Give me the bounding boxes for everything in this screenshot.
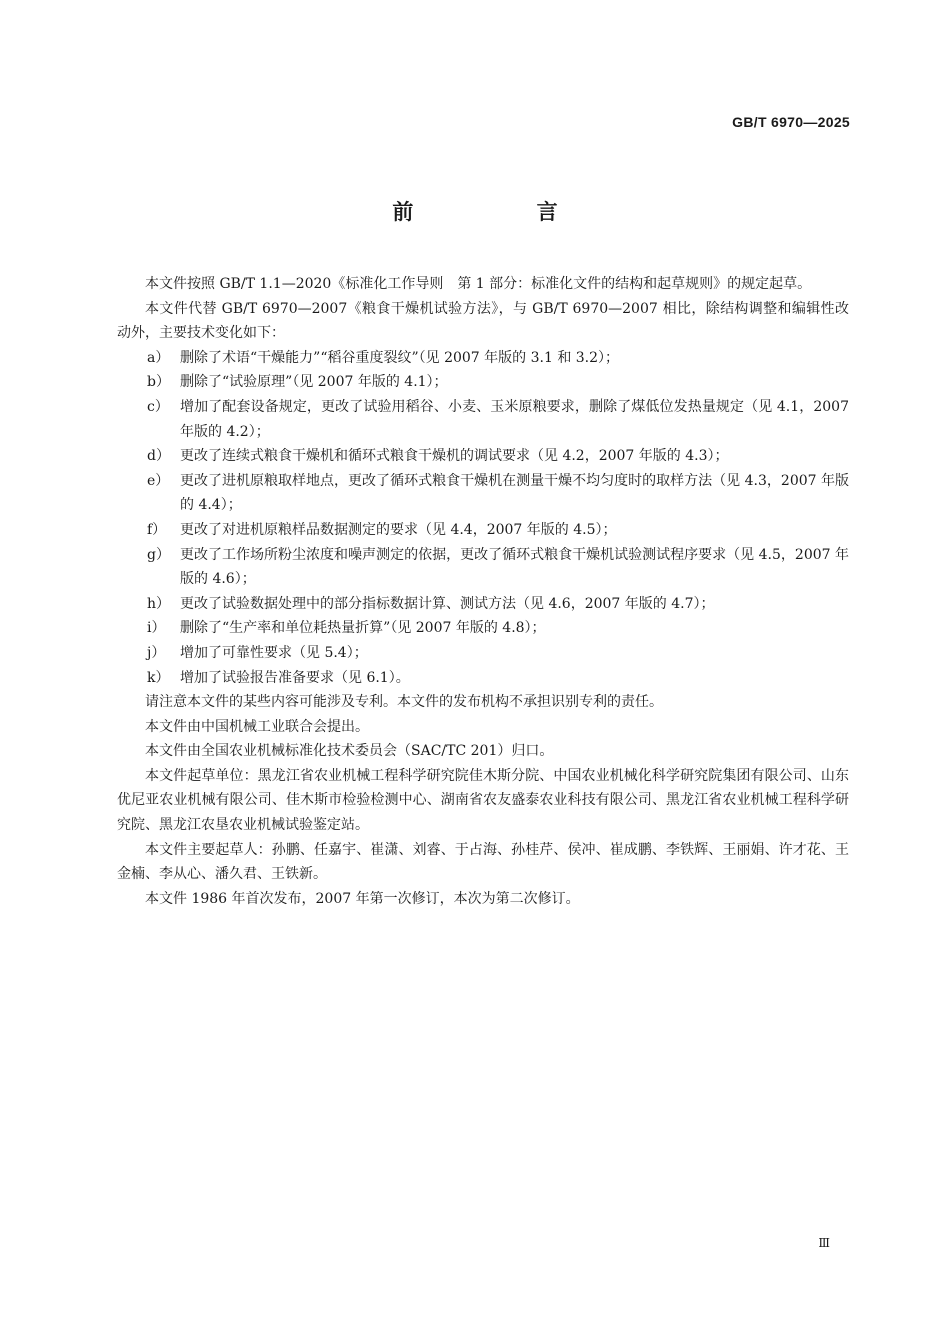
paragraph: 本文件由中国机械工业联合会提出。 (145, 718, 369, 735)
list-item-text: 增加了配套设备规定，更改了试验用稻谷、小麦、玉米原粮要求，删除了煤低位发热量规定（见 4.1，2007 年版的 4.2）； (180, 398, 849, 440)
page-number: Ⅲ (818, 1236, 830, 1250)
list-item-text: 更改了进机原粮取样地点，更改了循环式粮食干燥机在测量干燥不均匀度时的取样方法（见 4.3，2007 年版的 4.4）； (180, 472, 849, 514)
list-marker: i） (147, 620, 166, 637)
list-item (117, 346, 849, 371)
page-title: 前 言 (392, 200, 616, 224)
list-item (117, 543, 849, 592)
list-marker: k） (147, 669, 170, 686)
list-marker: f） (147, 521, 167, 538)
list-item (117, 395, 849, 444)
list-marker: e） (147, 472, 170, 489)
paragraph: 本文件由全国农业机械标准化技术委员会（SAC/TC 201）归口。 (145, 743, 554, 760)
foreword-body (117, 272, 849, 911)
list-item-text: 增加了可靠性要求（见 5.4）； (180, 644, 368, 661)
list-item (117, 592, 849, 617)
list-marker: h） (147, 595, 171, 612)
paragraph: 本文件主要起草人：孙鹏、任嘉宇、崔潇、刘睿、于占海、孙桂芹、侯冲、崔成鹏、李铁辉、王丽娟、许才花、王金楠、李从心、潘久君、王铁新。 (117, 841, 849, 883)
list-marker: b） (147, 374, 170, 391)
list-item (117, 444, 849, 469)
list-item (117, 370, 849, 395)
list-item-text: 删除了术语“干燥能力”“稻谷重度裂纹”（见 2007 年版的 3.1 和 3.2）； (180, 349, 620, 366)
list-item (117, 641, 849, 666)
paragraph: 本文件起草单位：黑龙江省农业机械工程科学研究院佳木斯分院、中国农业机械化科学研究院集团有限公司、山东优尼亚农业机械有限公司、佳木斯市检验检测中心、湖南省农友盛泰农业科技有限公司、黑龙江省农业机械工程科学研究院、黑龙江农垦农业机械试验鉴定站。 (117, 767, 849, 834)
list-item-text: 删除了“生产率和单位耗热量折算”（见 2007 年版的 4.8）； (180, 620, 546, 637)
list-item (117, 518, 849, 543)
list-item-text: 更改了连续式粮食干燥机和循环式粮食干燥机的调试要求（见 4.2，2007 年版的 4.3）； (180, 448, 729, 465)
list-marker: d） (147, 448, 170, 465)
list-item (117, 616, 849, 641)
list-item (117, 666, 849, 691)
list-item (117, 469, 849, 518)
paragraph: 本文件 1986 年首次发布，2007 年第一次修订，本次为第二次修订。 (145, 890, 580, 907)
paragraph: 本文件按照 GB/T 1.1—2020《标准化工作导则 第 1 部分：标准化文件的结构和起草规则》的规定起草。 (145, 276, 812, 292)
list-item-text: 更改了对进机原粮样品数据测定的要求（见 4.4，2007 年版的 4.5）； (180, 521, 617, 538)
changes-list (117, 346, 849, 690)
list-marker: g） (147, 546, 170, 563)
list-marker: c） (147, 398, 169, 415)
list-item-text: 删除了“试验原理”（见 2007 年版的 4.1）； (180, 374, 448, 391)
paragraph: 请注意本文件的某些内容可能涉及专利。本文件的发布机构不承担识别专利的责任。 (145, 694, 663, 711)
list-item-text: 增加了试验报告准备要求（见 6.1）。 (180, 669, 410, 686)
list-marker: a） (147, 349, 170, 366)
paragraph: 本文件代替 GB/T 6970—2007《粮食干燥机试验方法》，与 GB/T 6970—2007 相比，除结构调整和编辑性改动外，主要技术变化如下： (117, 300, 849, 342)
list-item-text: 更改了工作场所粉尘浓度和噪声测定的依据，更改了循环式粮食干燥机试验测试程序要求（见 4.5，2007 年版的 4.6）； (180, 546, 849, 588)
standard-code: GB/T 6970—2025 (732, 114, 850, 130)
list-item-text: 更改了试验数据处理中的部分指标数据计算、测试方法（见 4.6，2007 年版的 4.7）； (180, 595, 715, 612)
list-marker: j） (147, 644, 166, 661)
